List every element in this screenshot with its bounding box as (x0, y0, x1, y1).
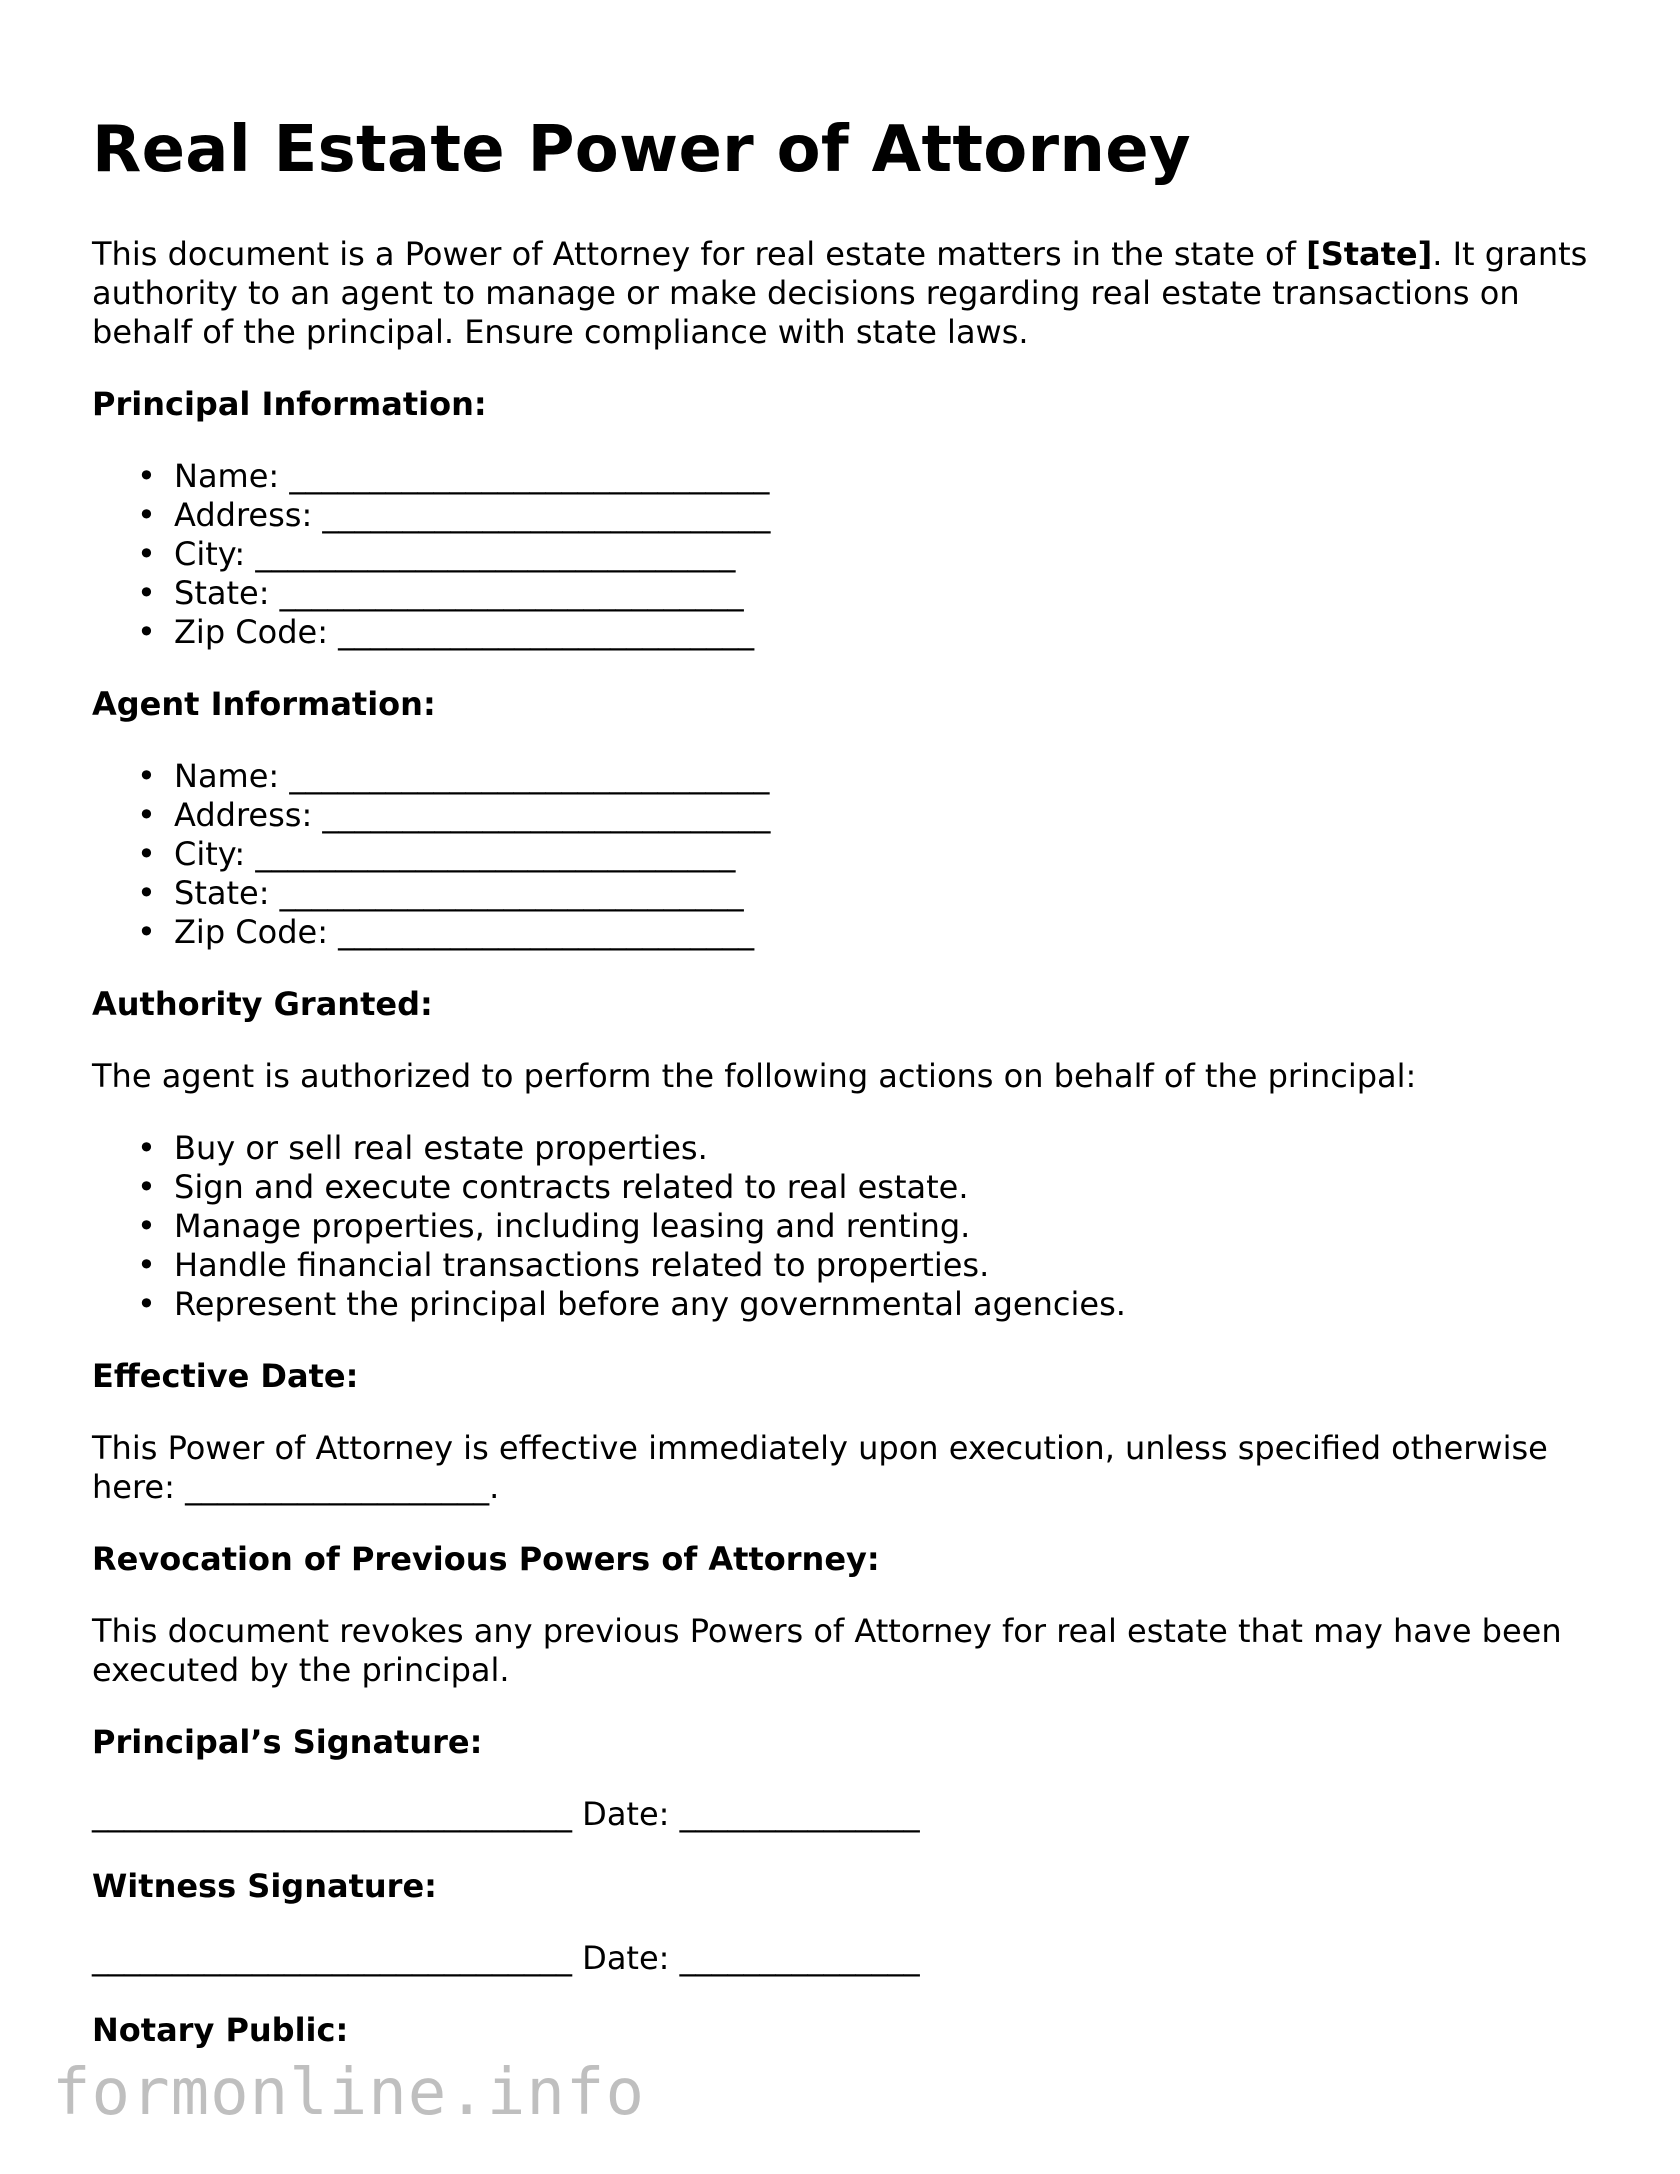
field-blank[interactable]: _____________________________ (279, 574, 744, 612)
field-label: Name: (174, 757, 280, 795)
effective-date-text[interactable]: This Power of Attorney is effective immediately upon execution, unless specified otherwise here: ___________________. (92, 1429, 1548, 1506)
field-blank[interactable]: ____________________________ (322, 496, 771, 534)
revocation-text: This document revokes any previous Powers of Attorney for real estate that may have been executed by the principal. (92, 1612, 1562, 1689)
field-label: Name: (174, 457, 280, 495)
agent-city-field[interactable] (137, 835, 1592, 874)
field-label: Zip Code: (174, 613, 328, 651)
principal-name-field[interactable] (137, 457, 1592, 496)
principal-info-list (92, 457, 1592, 652)
bullet-icon: • (137, 1285, 156, 1323)
document-page (92, 112, 1592, 2083)
list-item: • Buy or sell real estate properties. (137, 1129, 708, 1167)
bullet-icon: • (137, 574, 156, 612)
list-item: • Handle financial transactions related to properties. (137, 1246, 990, 1284)
authority-heading: Authority Granted: (92, 985, 433, 1023)
authority-list (92, 1129, 1592, 1324)
intro-paragraph (92, 235, 1592, 352)
principal-info-heading: Principal Information: (92, 385, 487, 423)
field-label: City: (174, 535, 246, 573)
bullet-icon: • (137, 874, 156, 912)
field-label: Address: (174, 496, 313, 534)
watermark: formonline.info (52, 2056, 645, 2130)
field-blank[interactable]: _____________________________ (279, 874, 744, 912)
notary-heading: Notary Public: (92, 2011, 349, 2049)
field-label: Zip Code: (174, 913, 328, 951)
witness-signature-heading: Witness Signature: (92, 1867, 437, 1905)
bullet-icon: • (137, 535, 156, 573)
principal-zip-field[interactable] (137, 613, 1592, 652)
principal-address-field[interactable] (137, 496, 1592, 535)
list-item: • Sign and execute contracts related to real estate. (137, 1168, 969, 1206)
bullet-icon: • (137, 457, 156, 495)
bullet-icon: • (137, 757, 156, 795)
list-item: • Manage properties, including leasing and renting. (137, 1207, 971, 1245)
bullet-icon: • (137, 1129, 156, 1167)
effective-date-heading: Effective Date: (92, 1357, 359, 1395)
agent-info-list (92, 757, 1592, 952)
agent-zip-field[interactable] (137, 913, 1592, 952)
field-blank[interactable]: ____________________________ (322, 796, 771, 834)
agent-info-heading: Agent Information: (92, 685, 436, 723)
list-item: • Represent the principal before any governmental agencies. (137, 1285, 1126, 1323)
field-blank[interactable]: ______________________________ (289, 457, 770, 495)
principal-city-field[interactable] (137, 535, 1592, 574)
bullet-icon: • (137, 496, 156, 534)
field-label: Address: (174, 796, 313, 834)
authority-text: The agent is authorized to perform the following actions on behalf of the principal: (92, 1057, 1417, 1095)
bullet-icon: • (137, 613, 156, 651)
field-label: State: (174, 874, 270, 912)
principal-signature-heading: Principal’s Signature: (92, 1723, 483, 1761)
bullet-icon: • (137, 835, 156, 873)
field-blank[interactable]: ______________________________ (255, 535, 736, 573)
agent-name-field[interactable] (137, 757, 1592, 796)
principal-state-field[interactable] (137, 574, 1592, 613)
agent-address-field[interactable] (137, 796, 1592, 835)
principal-signature-line[interactable]: ______________________________ Date: _______________ (92, 1795, 920, 1833)
field-label: City: (174, 835, 246, 873)
field-label: State: (174, 574, 270, 612)
witness-signature-line[interactable]: ______________________________ Date: _______________ (92, 1939, 920, 1977)
field-blank[interactable]: __________________________ (338, 913, 755, 951)
bullet-icon: • (137, 796, 156, 834)
bullet-icon: • (137, 1246, 156, 1284)
intro-text-after: . It grants authority to an agent to manage or make decisions regarding real estate transactions on behalf of the principal. Ensure compliance with state laws. (92, 235, 1588, 351)
bullet-icon: • (137, 913, 156, 951)
revocation-heading: Revocation of Previous Powers of Attorney: (92, 1540, 880, 1578)
bullet-icon: • (137, 1207, 156, 1245)
page-title: Real Estate Power of Attorney (92, 113, 1191, 187)
state-placeholder: [State] (1306, 235, 1433, 273)
agent-state-field[interactable] (137, 874, 1592, 913)
field-blank[interactable]: ______________________________ (289, 757, 770, 795)
field-blank[interactable]: __________________________ (338, 613, 755, 651)
field-blank[interactable]: ______________________________ (255, 835, 736, 873)
bullet-icon: • (137, 1168, 156, 1206)
intro-text-before: This document is a Power of Attorney for real estate matters in the state of (92, 235, 1307, 273)
